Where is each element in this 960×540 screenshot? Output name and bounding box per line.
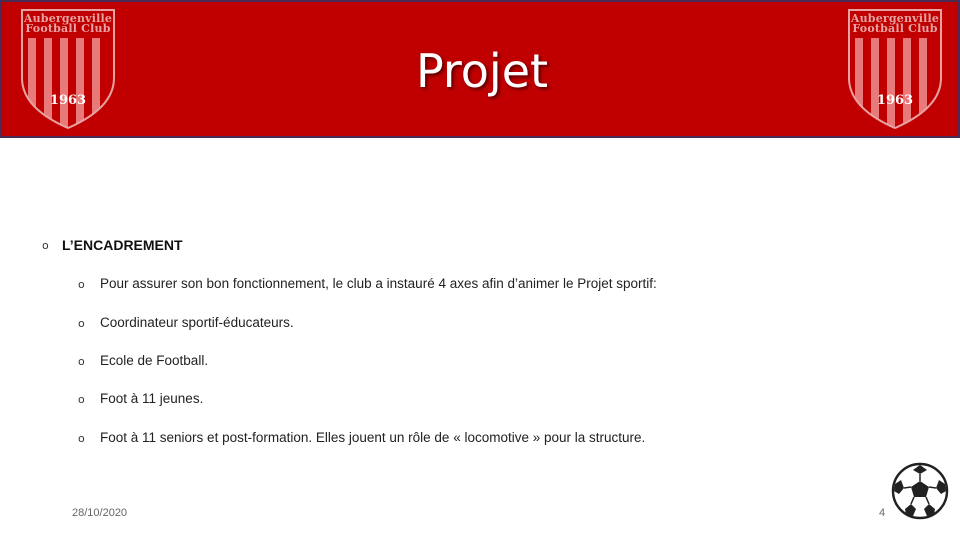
- bullet-marker: o: [78, 432, 85, 445]
- slide-number: 4: [878, 507, 886, 519]
- crest-line-2: Football Club: [852, 22, 938, 35]
- title-banner: [0, 0, 960, 138]
- club-crest-right: [847, 8, 943, 130]
- list-item: Ecole de Football.: [100, 353, 209, 368]
- slide-title: Projet: [415, 44, 549, 98]
- footer-date: 28/10/2020: [72, 507, 128, 519]
- bullet-marker: o: [78, 278, 85, 291]
- bullet-marker: o: [42, 239, 49, 252]
- bullet-marker: o: [78, 317, 85, 330]
- crest-year: 1963: [876, 93, 914, 108]
- list-item: Foot à 11 seniors et post-formation. Elles jouent un rôle de « locomotive » pour la structure.: [100, 430, 646, 445]
- bullet-marker: o: [78, 393, 85, 406]
- list-item: Foot à 11 jeunes.: [100, 391, 204, 406]
- soccer-ball-icon: [891, 462, 949, 520]
- crest-line-2: Football Club: [25, 22, 111, 35]
- crest-line-1: Aubergenville: [23, 12, 113, 25]
- list-item: Coordinateur sportif-éducateurs.: [100, 315, 294, 330]
- section-heading: L’ENCADREMENT: [62, 237, 183, 253]
- bullet-marker: o: [78, 355, 85, 368]
- crest-year: 1963: [49, 93, 87, 108]
- crest-line-1: Aubergenville: [850, 12, 940, 25]
- list-item: Pour assurer son bon fonctionnement, le club a instauré 4 axes afin d’animer le Projet sportif:: [100, 276, 657, 291]
